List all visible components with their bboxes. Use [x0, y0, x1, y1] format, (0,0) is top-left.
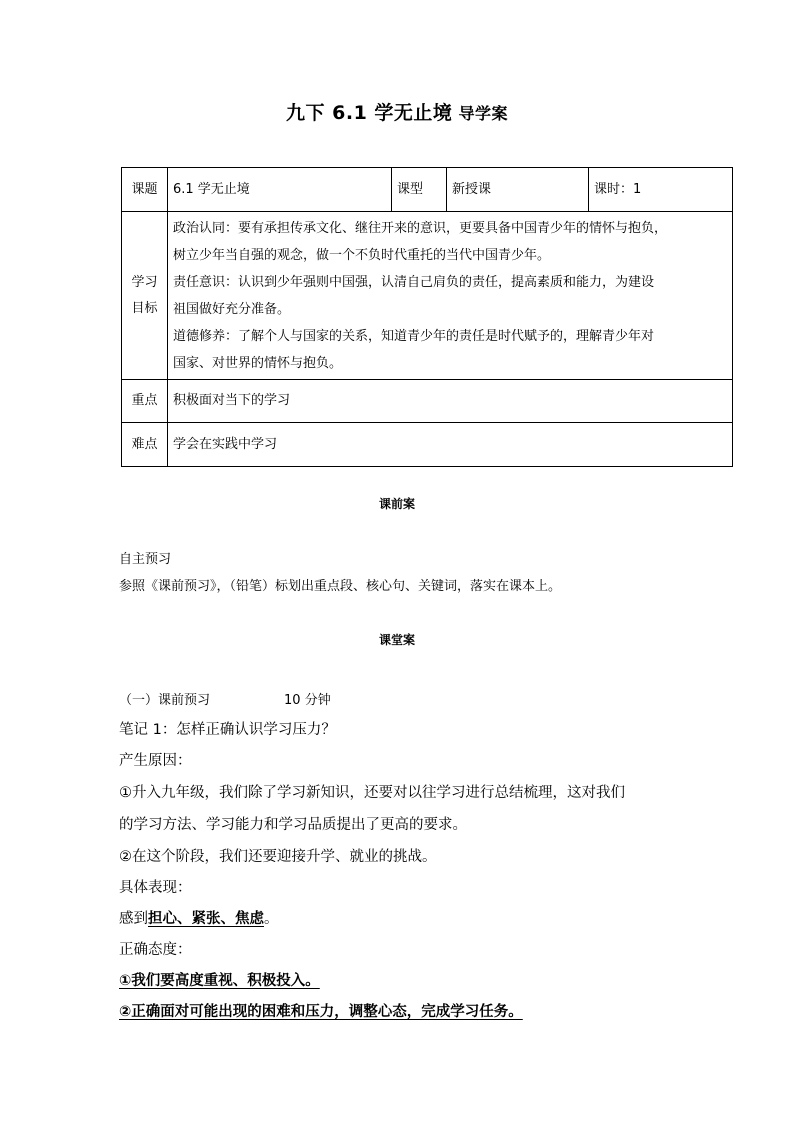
lesson-value: 6.1 学无止境	[168, 168, 392, 212]
lesson-info-table	[121, 167, 733, 467]
attitude-1-text: ①我们要高度重视、积极投入。	[119, 973, 320, 989]
attitude-2	[119, 1000, 523, 1021]
cause-2: ②在这个阶段，我们还要迎接升学、就业的挑战。	[119, 849, 437, 865]
symptom-separator: 、	[177, 911, 192, 927]
hours-value: 课时：1	[589, 168, 733, 212]
goal-line: 道德修养：了解个人与国家的关系，知道青少年的责任是时代赋予的，理解青少年对	[173, 328, 655, 344]
goal-line: 树立少年当自强的观念，做一个不负时代重托的当代中国青少年。	[173, 247, 551, 263]
difficulty-value: 学会在实践中学习	[168, 423, 733, 467]
table-row-key-point	[122, 380, 733, 423]
key-point-value: 积极面对当下的学习	[168, 380, 733, 423]
symptom-separator: 、	[220, 911, 235, 927]
note-title: 笔记 1：怎样正确认识学习压力？	[119, 722, 336, 738]
cause-1-line-2: 的学习方法、学习能力和学习品质提出了更高的要求。	[119, 817, 467, 833]
page-title	[0, 98, 794, 125]
lesson-label: 课题	[122, 168, 168, 212]
goals-label-line1: 学习	[131, 274, 158, 290]
in-class-heading: 课堂案	[378, 633, 415, 647]
table-row-lesson	[122, 168, 733, 212]
goals-label	[122, 212, 168, 380]
symptom-end: 。	[264, 911, 279, 927]
difficulty-label: 难点	[122, 423, 168, 467]
part-title: （一）课前预习	[119, 693, 211, 708]
table-row-difficulty	[122, 423, 733, 467]
symptom-prefix: 感到	[119, 911, 148, 927]
cause-label: 产生原因：	[119, 753, 192, 769]
cause-1-line-1: ①升入九年级，我们除了学习新知识，还要对以往学习进行总结梳理，这对我们	[119, 785, 625, 801]
title-subtitle: 导学案	[458, 104, 508, 123]
attitude-2-text: ②正确面对可能出现的困难和压力，调整心态，完成学习任务。	[119, 1004, 523, 1020]
symptom-item: 紧张	[191, 911, 221, 927]
symptom-keywords	[148, 911, 264, 927]
symptom-item: 焦虑	[235, 911, 264, 927]
symptom-label: 具体表现：	[119, 880, 192, 896]
attitude-label: 正确态度：	[119, 942, 192, 958]
pre-class-heading: 课前案	[378, 497, 415, 511]
self-study-heading: 自主预习	[119, 552, 172, 567]
symptom-item: 担心	[148, 911, 177, 927]
goal-line: 祖国做好充分准备。	[173, 301, 291, 317]
key-point-label: 重点	[122, 380, 168, 423]
part-heading	[119, 689, 331, 708]
goal-line: 责任意识：认识到少年强则中国强，认清自己肩负的责任，提高素质和能力，为建设	[173, 274, 655, 290]
type-label: 课型	[392, 168, 447, 212]
pre-class-instruction: 参照《课前预习》，（铅笔）标划出重点段、核心句、关键词，落实在课本上。	[119, 579, 562, 594]
title-main: 九下 6.1 学无止境	[286, 102, 453, 124]
attitude-1	[119, 969, 320, 990]
goals-label-line2: 目标	[131, 300, 158, 316]
goal-line: 国家、对世界的情怀与抱负。	[173, 355, 343, 371]
table-row-goals	[122, 212, 733, 380]
type-value: 新授课	[447, 168, 589, 212]
symptom-line	[119, 907, 279, 928]
goal-line: 政治认同：要有承担传承文化、继往开来的意识，更要具备中国青少年的情怀与抱负，	[173, 220, 668, 236]
part-time: 10 分钟	[284, 693, 331, 708]
goals-content	[168, 212, 733, 380]
